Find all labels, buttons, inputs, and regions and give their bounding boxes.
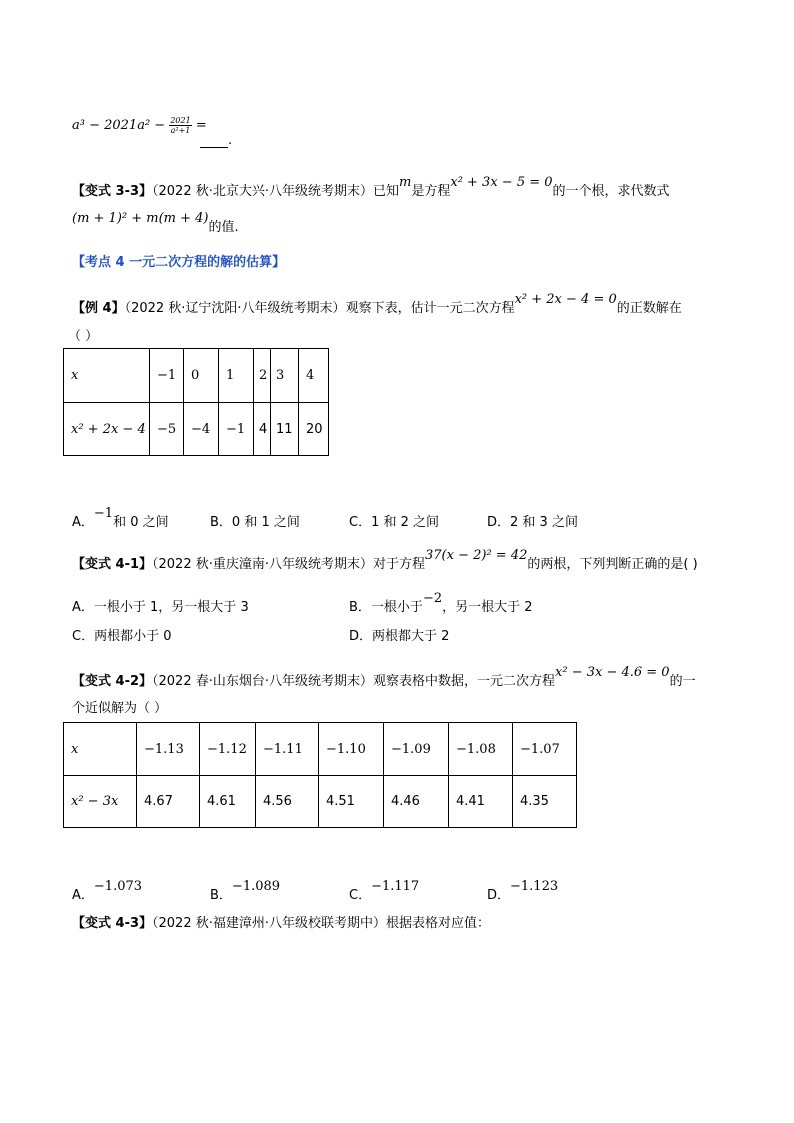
- option-label: C．: [72, 629, 95, 644]
- question-text: 的两根，下列判断正确的是( ): [527, 557, 698, 572]
- table-cell: −1.13: [137, 723, 200, 776]
- table-cell: 4.35: [513, 776, 577, 828]
- question-v41: [72, 548, 698, 572]
- option-label: D．: [349, 629, 373, 644]
- option-label: A．: [72, 888, 94, 903]
- table-cell: 4.67: [137, 776, 200, 828]
- question-v43: [72, 912, 490, 931]
- option-a[interactable]: [72, 506, 169, 530]
- table-cell: 1: [219, 349, 254, 403]
- option-label: C．: [349, 888, 372, 903]
- question-text: 观察表格中数据，一元二次方程: [373, 674, 556, 689]
- option-math: −1.123: [510, 879, 559, 894]
- question-text: 的值.: [208, 220, 239, 235]
- answer-paren: （ ）: [68, 329, 99, 344]
- table-cell: 4: [254, 403, 271, 456]
- question-text: 已知: [373, 184, 400, 199]
- option-c[interactable]: [72, 625, 171, 644]
- question-v33-line2: [72, 211, 239, 235]
- question-source: （2022 秋·辽宁沈阳·八年级统考期末）: [124, 301, 346, 316]
- table-cell: 20: [299, 403, 329, 456]
- option-text: 两根都大于 2: [372, 629, 450, 644]
- question-source: （2022 秋·北京大兴·八年级统考期末）: [152, 184, 373, 199]
- table-row: [64, 723, 577, 776]
- option-a[interactable]: [72, 879, 143, 903]
- question-text: 是方程: [411, 184, 451, 199]
- table-cell: −5: [150, 403, 184, 456]
- table-cell: 4.41: [449, 776, 513, 828]
- option-d[interactable]: [487, 511, 578, 530]
- expression-part-a: a³ − 2021a² −: [72, 118, 170, 133]
- table-cell: −1.12: [200, 723, 256, 776]
- table-cell: 4.56: [256, 776, 319, 828]
- question-v42-line2: 个近似解为（ ）: [72, 701, 168, 716]
- table-row: [64, 403, 329, 456]
- table-cell: 3: [271, 349, 299, 403]
- option-c[interactable]: [349, 879, 420, 903]
- table-cell: 4: [299, 349, 329, 403]
- option-text: 一根小于 1，另一根大于 3: [93, 600, 249, 615]
- option-label: C．: [349, 515, 372, 530]
- question-tag: 【变式 3-3】: [72, 184, 153, 199]
- algebraic-expression: (m + 1)² + m(m + 4): [72, 211, 209, 226]
- option-math: −2: [422, 591, 443, 606]
- table-cell: 2: [254, 349, 271, 403]
- option-label: A．: [72, 600, 94, 615]
- option-d[interactable]: [487, 879, 559, 903]
- option-label: B．: [349, 600, 371, 615]
- expression-part-b: =: [191, 118, 207, 133]
- table-row: [64, 349, 329, 403]
- section-heading: 【考点 4 一元二次方程的解的估算】: [72, 255, 286, 270]
- table-row-label: x: [64, 349, 150, 403]
- option-label: B．: [210, 888, 232, 903]
- value-table-li4: [63, 348, 329, 456]
- option-b[interactable]: [210, 511, 300, 530]
- option-math: −1.117: [371, 879, 420, 894]
- table-cell: −1: [150, 349, 184, 403]
- variable-m: m: [399, 175, 412, 190]
- option-math: −1.073: [93, 879, 143, 894]
- table-cell: 11: [271, 403, 299, 456]
- question-text: 观察下表，估计一元二次方程: [345, 301, 515, 316]
- option-b[interactable]: [349, 591, 533, 615]
- table-cell: −1.07: [513, 723, 577, 776]
- table-cell: −1.09: [384, 723, 449, 776]
- table-cell: 4.51: [319, 776, 384, 828]
- table-row-label: x² − 3x: [64, 776, 137, 828]
- table-cell: 4.61: [200, 776, 256, 828]
- question-tag: 【例 4】: [72, 301, 125, 316]
- table-row-label: x: [64, 723, 137, 776]
- question-tag: 【变式 4-2】: [72, 674, 153, 689]
- option-text: 一根小于: [370, 600, 423, 615]
- question-text: 的一: [669, 674, 696, 689]
- fraction-numerator: 2021: [170, 116, 191, 125]
- option-c[interactable]: [349, 511, 439, 530]
- option-text: 2 和 3 之间: [510, 515, 578, 530]
- option-text: 0 和 1 之间: [231, 515, 300, 530]
- table-cell: −1.08: [449, 723, 513, 776]
- equation: x² − 3x − 4.6 = 0: [555, 665, 670, 680]
- table-cell: 4.46: [384, 776, 449, 828]
- fraction: [169, 116, 191, 135]
- option-text: 1 和 2 之间: [371, 515, 440, 530]
- question-text: 对于方程: [373, 557, 426, 572]
- question-li4: [72, 292, 682, 316]
- option-d[interactable]: [349, 625, 449, 644]
- table-row-label: x² + 2x − 4: [64, 403, 150, 456]
- table-cell: −1.11: [256, 723, 319, 776]
- table-cell: −1.10: [319, 723, 384, 776]
- option-math: −1.089: [231, 879, 281, 894]
- option-text: ，另一根大于 2: [442, 600, 533, 615]
- equation: x² + 2x − 4 = 0: [514, 292, 617, 307]
- question-tag: 【变式 4-1】: [72, 557, 153, 572]
- option-label: B．: [210, 515, 232, 530]
- question-text: 的正数解在: [616, 301, 682, 316]
- question-v33: [72, 175, 670, 199]
- question-source: （2022 秋·重庆潼南·八年级统考期末）: [152, 557, 373, 572]
- option-text: 和 0 之间: [113, 515, 169, 530]
- table-cell: −1: [219, 403, 254, 456]
- question-tag: 【变式 4-3】: [72, 916, 153, 931]
- question-source: （2022 秋·福建漳州·八年级校联考期中）: [152, 916, 386, 931]
- option-b[interactable]: [210, 879, 281, 903]
- answer-blank[interactable]: [200, 135, 228, 148]
- option-label: D．: [487, 515, 511, 530]
- expression-line: [72, 116, 207, 135]
- question-text: 的一个根，求代数式: [552, 184, 670, 199]
- table-cell: −4: [184, 403, 219, 456]
- fraction-denominator: a²+1: [170, 126, 191, 135]
- option-label: D．: [487, 888, 511, 903]
- option-text: 两根都小于 0: [94, 629, 172, 644]
- option-a[interactable]: [72, 596, 249, 615]
- option-label: A．: [72, 515, 94, 530]
- table-cell: 0: [184, 349, 219, 403]
- question-text: 根据表格对应值：: [386, 916, 491, 931]
- answer-blank-line: [200, 133, 232, 148]
- table-row: [64, 776, 577, 828]
- question-v42: [72, 665, 696, 689]
- value-table-v42: [63, 722, 577, 828]
- equation: 37(x − 2)² = 42: [425, 548, 528, 563]
- question-source: （2022 春·山东烟台·八年级统考期末）: [152, 674, 373, 689]
- blank-period: .: [228, 133, 233, 148]
- equation: x² + 3x − 5 = 0: [450, 175, 553, 190]
- option-math: −1: [93, 506, 114, 521]
